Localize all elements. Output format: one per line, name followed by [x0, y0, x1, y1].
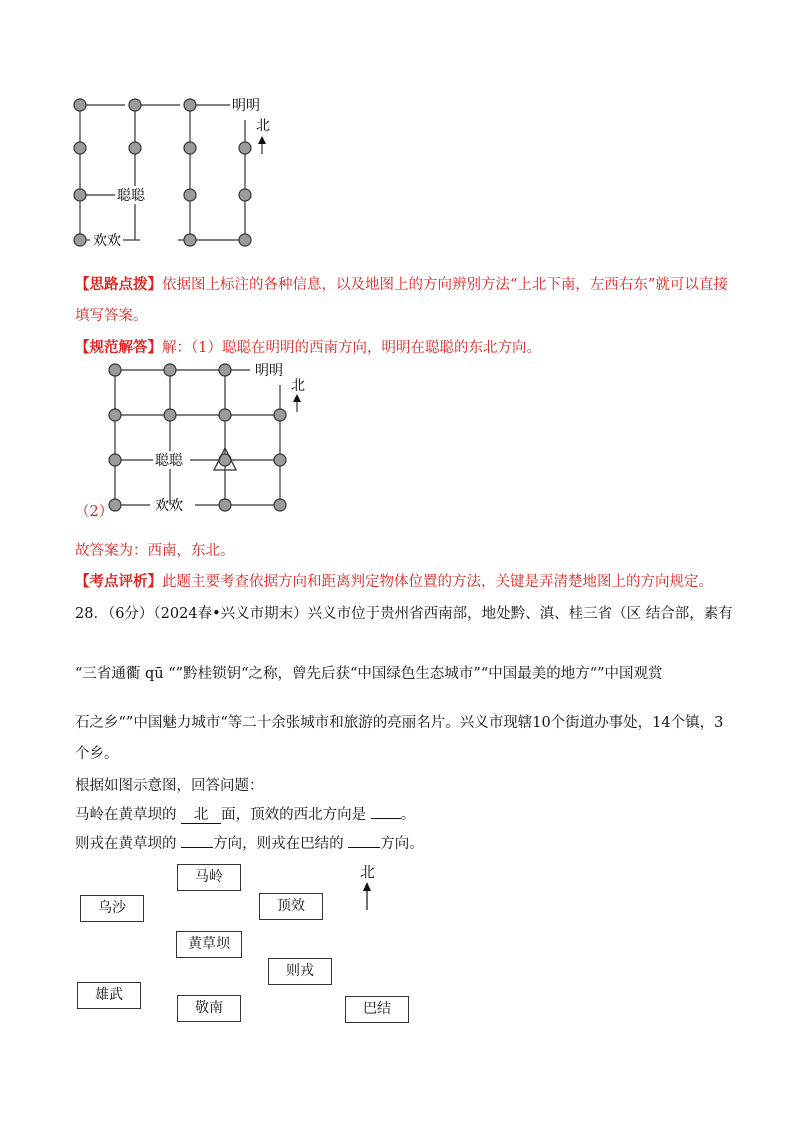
question-1: 马岭在黄草坝的 北 面，顶效的西北方向是 。	[75, 807, 416, 823]
map-north-label: 北	[360, 863, 376, 881]
place-huangcaoba: 黄草坝	[176, 931, 242, 958]
grid-node	[74, 234, 86, 246]
answer-blank-3[interactable]	[181, 847, 213, 848]
grid-node	[219, 364, 231, 376]
grid-node	[219, 409, 231, 421]
grid-diagram-2	[100, 360, 320, 522]
place-wusha: 乌沙	[80, 895, 144, 922]
north-arrow-icon	[360, 880, 374, 912]
q28-line-4: 个乡。	[75, 746, 119, 762]
grid-node	[239, 142, 251, 154]
grid-node	[184, 142, 196, 154]
label-congcong: 聪聪	[155, 453, 183, 469]
grid-node	[74, 189, 86, 201]
label-mingming: 明明	[232, 98, 260, 114]
analysis-line-2: 填写答案。	[75, 308, 148, 324]
label-huanhuan: 欢欢	[155, 498, 183, 514]
grid-node	[219, 499, 231, 511]
place-xiongwu: 雄武	[77, 982, 141, 1009]
grid-node	[184, 99, 196, 111]
grid-node	[184, 189, 196, 201]
grid-node	[274, 499, 286, 511]
answer-blank-4[interactable]	[348, 847, 380, 848]
place-bajie: 巴结	[345, 996, 409, 1023]
place-dingxiao: 顶效	[259, 893, 323, 920]
q28-line-2: “三省通衢 qū “”黔桂锁钥“之称，曾先后获“中国绿色生态城市”“中国最美的地方“”中国观赏	[75, 666, 663, 682]
label-congcong: 聪聪	[117, 188, 145, 204]
north-label: 北	[256, 118, 270, 134]
label-mingming: 明明	[255, 363, 283, 379]
q28-line-1: 28．（6分）（2024春•兴义市期末）兴义市位于贵州省西南部，地处黔、滇、桂三省（区 结合部，素有	[75, 606, 733, 622]
grid-node	[274, 454, 286, 466]
solution-line: 【规范解答】解：（1）聪聪在明明的西南方向，明明在聪聪的东北方向。	[75, 339, 541, 356]
grid-node	[109, 454, 121, 466]
north-label: 北	[291, 378, 305, 394]
grid-node	[274, 409, 286, 421]
answer-blank-2[interactable]	[371, 818, 401, 819]
analysis-line-1: 【思路点拨】依据图上标注的各种信息，以及地图上的方向辨别方法“上北下南，左西右东”就可以直接	[75, 276, 728, 293]
place-jingnan: 敬南	[177, 995, 241, 1022]
grid-node	[74, 142, 86, 154]
grid-node	[109, 364, 121, 376]
grid-node	[164, 409, 176, 421]
grid-node	[109, 409, 121, 421]
place-zerong: 则戎	[268, 958, 332, 985]
solution-part-2: （2）	[75, 504, 114, 520]
grid-node	[129, 99, 141, 111]
question-2: 则戎在黄草坝的 方向，则戎在巴结的 方向。	[75, 836, 424, 852]
grid-node	[164, 364, 176, 376]
comment-line: 【考点评析】此题主要考查依据方向和距离判定物体位置的方法，关键是弄清楚地图上的方向规定。	[75, 573, 713, 590]
grid-node	[239, 234, 251, 246]
answer-blank-1: 北	[181, 807, 221, 824]
label-huanhuan: 欢欢	[93, 233, 121, 249]
answer-line: 故答案为：西南，东北。	[75, 543, 235, 559]
q28-line-3: 石之乡“”中国魅力城市“等二十余张城市和旅游的亮丽名片。兴义市现辖10个街道办事处，14个镇，3	[75, 715, 724, 731]
grid-diagram-1	[65, 90, 285, 255]
grid-node	[184, 234, 196, 246]
grid-node	[74, 99, 86, 111]
place-maling: 马岭	[177, 864, 241, 891]
grid-node	[129, 142, 141, 154]
q28-line-5: 根据如图示意图，回答问题：	[75, 778, 264, 794]
grid-node	[239, 189, 251, 201]
